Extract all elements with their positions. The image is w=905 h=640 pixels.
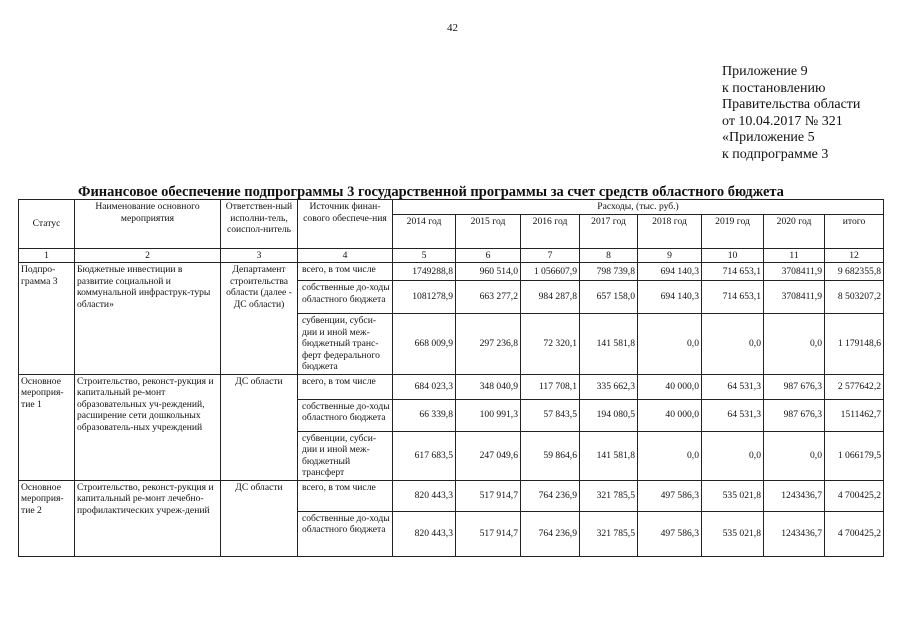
expense-value-cell: 297 236,8 [456, 314, 521, 375]
expense-value-cell: 517 914,7 [456, 480, 521, 511]
expense-value-cell: 694 140,3 [638, 263, 702, 281]
header-column-number: 11 [764, 248, 825, 263]
header-column-number: 2 [75, 248, 221, 263]
header-name: Наименование основного мероприятия [75, 200, 221, 249]
expense-value-cell: 64 531,3 [702, 374, 764, 399]
activity-name-cell: Строительство, реконст-рукция и капитальный ре-монт образовательных уч-реждений, расширение сети дошкольных образователь-ных учреждений [75, 374, 221, 480]
expense-value-cell: 3708411,9 [764, 281, 825, 314]
expense-value-cell: 820 443,3 [393, 511, 456, 556]
funding-source-cell: собственные до-ходы областного бюджета [298, 511, 393, 556]
activity-name-cell: Бюджетные инвестиции в развитие социальной и коммунальной инфраструк-туры области» [75, 263, 221, 375]
expense-value-cell: 663 277,2 [456, 281, 521, 314]
expense-value-cell: 335 662,3 [580, 374, 638, 399]
header-column-number: 4 [298, 248, 393, 263]
header-source: Источник финан-сового обеспече-ния [298, 200, 393, 249]
expense-value-cell: 72 320,1 [521, 314, 580, 375]
appendix-line: к постановлению [722, 80, 826, 96]
table-row [19, 263, 884, 281]
header-column-number: 6 [456, 248, 521, 263]
total-value-cell: 1 179148,6 [825, 314, 884, 375]
funding-source-cell: собственные до-ходы областного бюджета [298, 399, 393, 431]
table-header [19, 200, 884, 263]
expense-value-cell: 657 158,0 [580, 281, 638, 314]
expense-value-cell: 987 676,3 [764, 399, 825, 431]
expense-value-cell: 117 708,1 [521, 374, 580, 399]
appendix-line: к подпрограмме 3 [722, 146, 829, 162]
expense-value-cell: 517 914,7 [456, 511, 521, 556]
expense-value-cell: 1243436,7 [764, 480, 825, 511]
expense-value-cell: 66 339,8 [393, 399, 456, 431]
expense-value-cell: 59 864,6 [521, 431, 580, 480]
funding-source-cell: всего, в том числе [298, 263, 393, 281]
expense-value-cell: 764 236,9 [521, 480, 580, 511]
expense-value-cell: 984 287,8 [521, 281, 580, 314]
table-row [19, 480, 884, 511]
expense-value-cell: 64 531,3 [702, 399, 764, 431]
appendix-line: «Приложение 5 [722, 130, 815, 145]
expense-value-cell: 194 080,5 [580, 399, 638, 431]
header-status: Статус [19, 200, 75, 249]
executor-cell: ДС области [221, 374, 298, 480]
header-year: 2020 год [764, 214, 825, 248]
expense-value-cell: 1243436,7 [764, 511, 825, 556]
expense-value-cell: 0,0 [638, 314, 702, 375]
table-row [19, 374, 884, 399]
header-column-number: 5 [393, 248, 456, 263]
appendix-line: от 10.04.2017 № 321 [722, 113, 843, 129]
total-value-cell: 4 700425,2 [825, 480, 884, 511]
finance-table [18, 199, 884, 557]
activity-name-cell: Строительство, реконст-рукция и капитальный ре-монт лечебно-профилактических учреж-дений [75, 480, 221, 556]
expense-value-cell: 0,0 [702, 431, 764, 480]
expense-value-cell: 497 586,3 [638, 480, 702, 511]
expense-value-cell: 3708411,9 [764, 263, 825, 281]
header-column-number: 1 [19, 248, 75, 263]
appendix-line: Правительства области [722, 97, 861, 112]
appendix-line: Приложение 9 [722, 64, 808, 79]
total-value-cell: 4 700425,2 [825, 511, 884, 556]
header-year: 2019 год [702, 214, 764, 248]
status-cell: Основное мероприя-тие 1 [19, 374, 75, 480]
document-title: Финансовое обеспечение подпрограммы 3 государственной программы за счет средств областного бюджета [78, 184, 784, 200]
expense-value-cell: 321 785,5 [580, 511, 638, 556]
header-column-number: 7 [521, 248, 580, 263]
expense-value-cell: 820 443,3 [393, 480, 456, 511]
expense-value-cell: 535 021,8 [702, 480, 764, 511]
header-column-number: 8 [580, 248, 638, 263]
funding-source-cell: всего, в том числе [298, 374, 393, 399]
expense-value-cell: 668 009,9 [393, 314, 456, 375]
header-column-number: 3 [221, 248, 298, 263]
expense-value-cell: 1 056607,9 [521, 263, 580, 281]
expense-value-cell: 247 049,6 [456, 431, 521, 480]
header-year: 2014 год [393, 214, 456, 248]
status-cell: Подпро-грамма 3 [19, 263, 75, 375]
header-column-number: 12 [825, 248, 884, 263]
funding-source-cell: субвенции, субси-дии и иной меж-бюджетный транс-ферт федерального бюджета [298, 314, 393, 375]
header-year: итого [825, 214, 884, 248]
total-value-cell: 8 503207,2 [825, 281, 884, 314]
expense-value-cell: 141 581,8 [580, 431, 638, 480]
funding-source-cell: собственные до-ходы областного бюджета [298, 281, 393, 314]
header-year: 2015 год [456, 214, 521, 248]
expense-value-cell: 348 040,9 [456, 374, 521, 399]
expense-value-cell: 714 653,1 [702, 263, 764, 281]
total-value-cell: 1 066179,5 [825, 431, 884, 480]
total-value-cell: 2 577642,2 [825, 374, 884, 399]
expense-value-cell: 684 023,3 [393, 374, 456, 399]
header-expenses: Расходы, (тыс. руб.) [393, 200, 884, 215]
expense-value-cell: 798 739,8 [580, 263, 638, 281]
expense-value-cell: 40 000,0 [638, 374, 702, 399]
expense-value-cell: 764 236,9 [521, 511, 580, 556]
expense-value-cell: 1081278,9 [393, 281, 456, 314]
expense-value-cell: 960 514,0 [456, 263, 521, 281]
expense-value-cell: 100 991,3 [456, 399, 521, 431]
header-year: 2016 год [521, 214, 580, 248]
expense-value-cell: 617 683,5 [393, 431, 456, 480]
expense-value-cell: 0,0 [764, 431, 825, 480]
executor-cell: ДС области [221, 480, 298, 556]
expense-value-cell: 694 140,3 [638, 281, 702, 314]
total-value-cell: 1511462,7 [825, 399, 884, 431]
header-column-number: 10 [702, 248, 764, 263]
expense-value-cell: 0,0 [638, 431, 702, 480]
expense-value-cell: 497 586,3 [638, 511, 702, 556]
expense-value-cell: 714 653,1 [702, 281, 764, 314]
page-number: 42 [447, 22, 458, 34]
expense-value-cell: 321 785,5 [580, 480, 638, 511]
header-executor: Ответствен-ный исполни-тель, соиспол-нитель [221, 200, 298, 249]
expense-value-cell: 0,0 [764, 314, 825, 375]
header-column-number: 9 [638, 248, 702, 263]
expense-value-cell: 1749288,8 [393, 263, 456, 281]
header-year: 2017 год [580, 214, 638, 248]
table-body [19, 263, 884, 557]
expense-value-cell: 0,0 [702, 314, 764, 375]
total-value-cell: 9 682355,8 [825, 263, 884, 281]
executor-cell: Департамент строительства области (далее - ДС области) [221, 263, 298, 375]
expense-value-cell: 57 843,5 [521, 399, 580, 431]
funding-source-cell: субвенции, субси-дии и иной меж-бюджетный трансферт [298, 431, 393, 480]
status-cell: Основное мероприя-тие 2 [19, 480, 75, 556]
funding-source-cell: всего, в том числе [298, 480, 393, 511]
appendix-block [722, 64, 860, 163]
expense-value-cell: 141 581,8 [580, 314, 638, 375]
header-numbers-row [19, 248, 884, 263]
expense-value-cell: 535 021,8 [702, 511, 764, 556]
expense-value-cell: 987 676,3 [764, 374, 825, 399]
expense-value-cell: 40 000,0 [638, 399, 702, 431]
header-year: 2018 год [638, 214, 702, 248]
